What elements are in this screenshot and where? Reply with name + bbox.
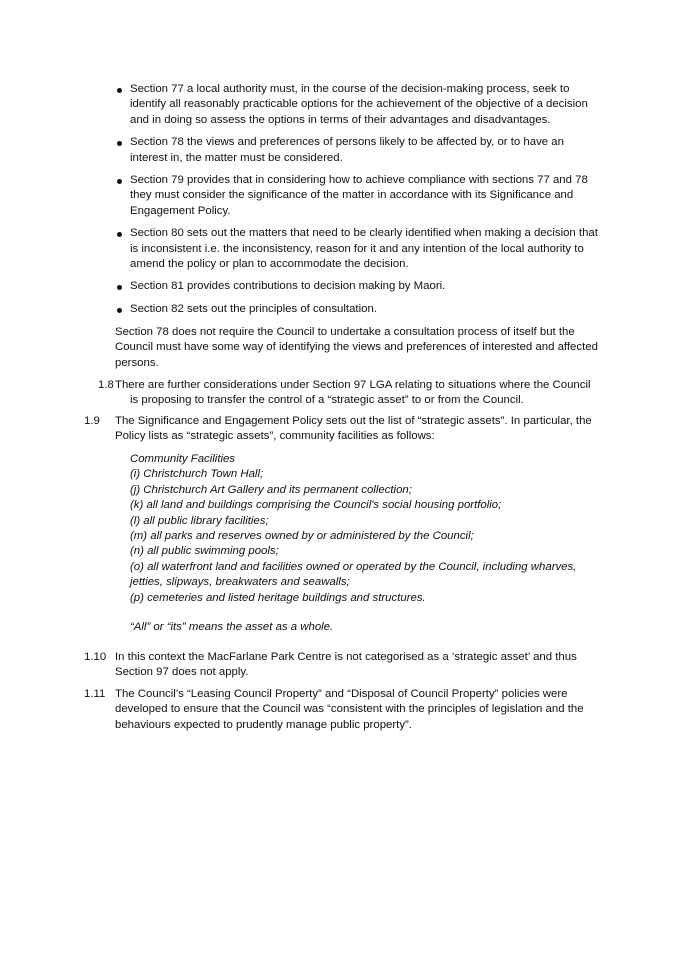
paragraph-text: The Significance and Engagement Policy sets out the list of “strategic assets”. In particular, the Policy lists as “strategic assets”, community facilities as follows:	[115, 415, 592, 443]
list-item: (k) all land and buildings comprising the Council's social housing portfolio;	[130, 499, 502, 512]
bullet-item: Section 81 provides contributions to decision making by Maori.	[0, 279, 600, 294]
paragraph-1-9	[84, 414, 604, 445]
paragraph-number: 1.11	[84, 688, 106, 700]
paragraph-text: In this context the MacFarlane Park Centre is not categorised as a ‘strategic asset’ and thus Section 97 does not apply.	[115, 651, 577, 679]
paragraph-number: 1.10	[84, 651, 107, 663]
bullet-item: Section 80 sets out the matters that need to be clearly identified when making a decision that is inconsistent i.e. the inconsistency, reason for it and any intention of the local authority to amend the policy or plan to accommodate the decision.	[0, 226, 600, 272]
list-item: (o) all waterfront land and facilities owned or operated by the Council, including wharves, jetties, slipways, breakwaters and seawalls;	[130, 560, 577, 589]
paragraph-text: The Council’s “Leasing Council Property” and “Disposal of Council Property” policies were developed to ensure that the Council was “consistent with the principles of legislation and the behaviours expected to prudently manage public property”.	[115, 688, 584, 731]
list-item: (i) Christchurch Town Hall;	[130, 468, 264, 481]
all-note: “All” or “its” means the asset as a whole.	[130, 621, 334, 633]
community-facilities-list	[130, 452, 600, 606]
list-item: (j) Christchurch Art Gallery and its permanent collection;	[130, 483, 412, 496]
list-item: (p) cemeteries and listed heritage buildings and structures.	[130, 591, 426, 604]
bullet-item: Section 82 sets out the principles of consultation.	[0, 302, 600, 317]
section78-paragraph: Section 78 does not require the Council to undertake a consultation process of itself but the Council must have some way of identifying the views and preferences of interested and affected persons.	[115, 326, 598, 369]
paragraph-1-10	[84, 650, 604, 681]
bullet-item: Section 78 the views and preferences of persons likely to be affected by, or to have an interest in, the matter must be considered.	[0, 135, 600, 166]
list-item: (m) all parks and reserves owned by or administered by the Council;	[130, 530, 474, 543]
paragraph-text	[115, 378, 597, 409]
list-heading: Community Facilities	[130, 453, 236, 465]
paragraph-number: 1.8	[98, 379, 114, 391]
bullet-item: Section 77 a local authority must, in the course of the decision-making process, seek to identify all reasonably practicable options for the achievement of the objective of a decision and in doing so assess the options in terms of their advantages and disadvantages.	[0, 82, 600, 128]
list-item: (n) all public swimming pools;	[130, 545, 279, 558]
paragraph-text-line: is proposing to transfer the control of a “strategic asset” to or from the Council.	[130, 394, 524, 407]
paragraph-1-8	[98, 378, 598, 409]
section-bullet-list	[0, 82, 675, 324]
paragraph-1-11	[84, 687, 604, 733]
paragraph-text-line: There are further considerations under Section 97 LGA relating to situations where the Council	[115, 379, 591, 391]
list-item: (l) all public library facilities;	[130, 514, 269, 527]
paragraph-number: 1.9	[84, 415, 100, 427]
bullet-item: Section 79 provides that in considering how to achieve compliance with sections 77 and 78 they must consider the significance of the matter in accordance with its Significance and Engagement Policy.	[0, 173, 600, 219]
